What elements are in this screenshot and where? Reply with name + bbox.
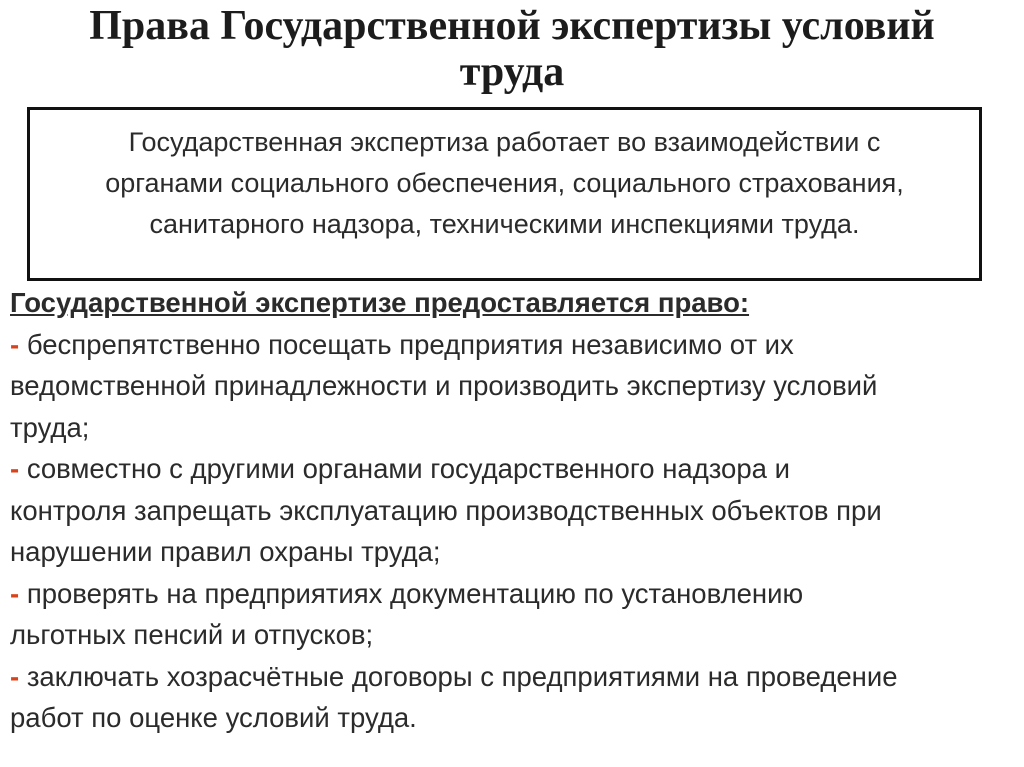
intro-line-2: органами социального обеспечения, социального страхования, — [105, 168, 904, 198]
rights-item-1 — [10, 324, 1015, 449]
rights-section — [10, 282, 1015, 739]
rights-item-4-line-2: работ по оценке условий труда. — [10, 702, 417, 733]
rights-item-1-line-2: ведомственной принадлежности и производить экспертизу условий — [10, 370, 878, 401]
rights-item-4-line-1: заключать хозрасчётные договоры с предприятиями на проведение — [26, 660, 898, 692]
rights-item-3-line-1: проверять на предприятиях документацию по установлению — [26, 577, 804, 609]
intro-line-3: санитарного надзора, техническими инспекциями труда. — [149, 209, 860, 239]
rights-item-2-line-2: контроля запрещать эксплуатацию производственных объектов при — [10, 494, 882, 526]
rights-item-2-line-1: совместно с другими органами государственного надзора и — [26, 453, 790, 484]
rights-heading: Государственной экспертизе предоставляется право: — [10, 287, 750, 318]
bullet-dash: - — [10, 328, 20, 360]
bullet-dash: - — [10, 660, 20, 692]
rights-item-1-line-3: труда; — [10, 411, 90, 443]
rights-item-3-line-2: льготных пенсий и отпусков; — [10, 619, 374, 650]
title-line-1: Права Государственной экспертизы условий — [89, 3, 935, 49]
slide-title — [0, 0, 1024, 95]
rights-item-3 — [10, 573, 1015, 656]
title-line-2: труда — [459, 49, 565, 95]
intro-box — [27, 107, 982, 281]
rights-item-1-line-1: беспрепятственно посещать предприятия независимо от их — [26, 328, 794, 360]
bullet-dash: - — [10, 577, 20, 609]
intro-line-1: Государственная экспертиза работает во взаимодействии с — [128, 127, 881, 157]
rights-item-2 — [10, 448, 1015, 573]
rights-item-2-line-3: нарушении правил охраны труда; — [10, 536, 441, 567]
rights-item-4 — [10, 656, 1015, 739]
bullet-dash: - — [10, 453, 20, 484]
